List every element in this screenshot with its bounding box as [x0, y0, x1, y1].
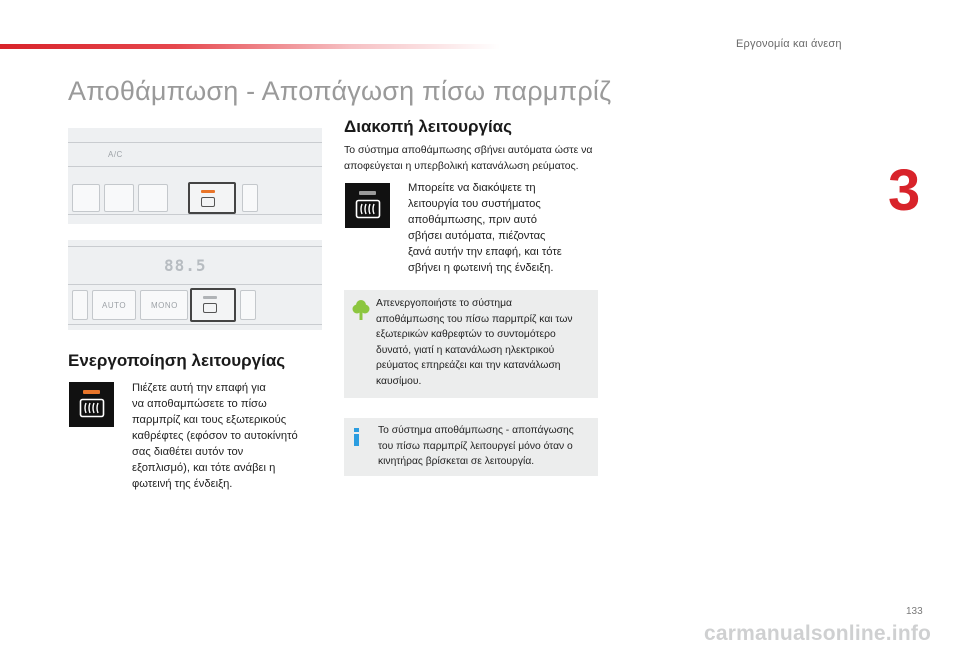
deactivation-line: σβήσει αυτόματα, πιέζοντας	[408, 230, 546, 242]
info-note	[344, 418, 598, 476]
deactivation-line: ξανά αυτήν την επαφή, και τότε	[408, 246, 562, 258]
deactivation-line: σβήνει η φωτεινή της ένδειξη.	[408, 262, 554, 274]
info-note-text	[378, 423, 596, 470]
activation-line: εξοπλισμό), και τότε ανάβει η	[132, 462, 276, 474]
console-key	[240, 290, 256, 320]
rear-defrost-on-icon	[69, 382, 114, 427]
intro-line: αποφεύγεται η υπερβολική κατανάλωση ρεύματος.	[344, 160, 579, 172]
eco-note	[344, 290, 598, 398]
note-line: καυσίμου.	[376, 375, 422, 387]
watermark: carmanualsonline.info	[704, 622, 932, 645]
info-icon	[352, 428, 362, 446]
deactivation-heading: Διακοπή λειτουργίας	[344, 117, 512, 136]
section-label: Εργονομία και άνεση	[736, 38, 842, 50]
note-line: εξωτερικών καθρεφτών το συντομότερο	[376, 329, 556, 340]
console-key	[72, 184, 100, 212]
console-key	[104, 184, 134, 212]
note-line: Απενεργοποιήστε το σύστημα	[376, 298, 512, 309]
mono-key	[140, 290, 188, 320]
deactivation-line: αποθάμπωσης, πριν αυτό	[408, 214, 537, 226]
note-line: ρεύματος επηρεάζει και την κατανάλωση	[376, 360, 561, 371]
tree-icon	[352, 298, 370, 322]
auto-label: AUTO	[102, 301, 127, 310]
deactivation-intro	[344, 142, 614, 174]
rear-defrost-button-highlight	[190, 288, 236, 322]
activation-text	[118, 380, 318, 492]
activation-heading: Ενεργοποίηση λειτουργίας	[68, 351, 286, 370]
note-line: του πίσω παρμπρίζ λειτουργεί μόνο όταν ο	[378, 440, 573, 452]
page-title: Αποθάμπωση - Αποπάγωση πίσω παρμπρίζ	[68, 76, 612, 106]
activation-line: Πιέζετε αυτή την επαφή για	[132, 382, 266, 394]
deactivation-line: λειτουργία του συστήματος	[408, 198, 541, 210]
note-line: δυνατό, γιατί η κατανάλωση ηλεκτρικού	[376, 344, 555, 356]
note-line: κινητήρας βρίσκεται σε λειτουργία.	[378, 456, 535, 467]
console-key	[242, 184, 258, 212]
rear-defrost-button-highlight	[188, 182, 236, 214]
note-line: Το σύστημα αποθάμπωσης - αποπάγωσης	[378, 425, 574, 436]
page-number: 133	[906, 606, 923, 617]
console-key	[138, 184, 168, 212]
activation-line: καθρέφτες (εφόσον το αυτοκίνητό	[132, 430, 298, 442]
console-photo-top	[68, 128, 322, 224]
activation-line: φωτεινή της ένδειξη.	[132, 478, 233, 490]
temperature-display: 88.5	[164, 256, 207, 275]
deactivation-text	[394, 180, 604, 276]
intro-line: Το σύστημα αποθάμπωσης σβήνει αυτόματα ώστε να	[344, 144, 593, 156]
mono-label: MONO	[151, 301, 178, 310]
console-key	[72, 290, 88, 320]
eco-note-text	[376, 296, 596, 389]
rear-defrost-off-icon	[345, 183, 390, 228]
activation-line: παρμπρίζ και τους εξωτερικούς	[132, 414, 287, 426]
console-photo-bottom	[68, 240, 322, 330]
activation-line: να αποθαμπώσετε το πίσω	[132, 398, 267, 410]
auto-key	[92, 290, 136, 320]
ac-label: A/C	[108, 150, 123, 159]
chapter-number: 3	[888, 158, 921, 223]
header-accent-bar	[0, 44, 500, 49]
activation-line: σας διαθέτει αυτόν τον	[132, 446, 244, 458]
deactivation-line: Μπορείτε να διακόψετε τη	[408, 182, 536, 194]
note-line: αποθάμπωσης του πίσω παρμπρίζ και των	[376, 313, 573, 325]
